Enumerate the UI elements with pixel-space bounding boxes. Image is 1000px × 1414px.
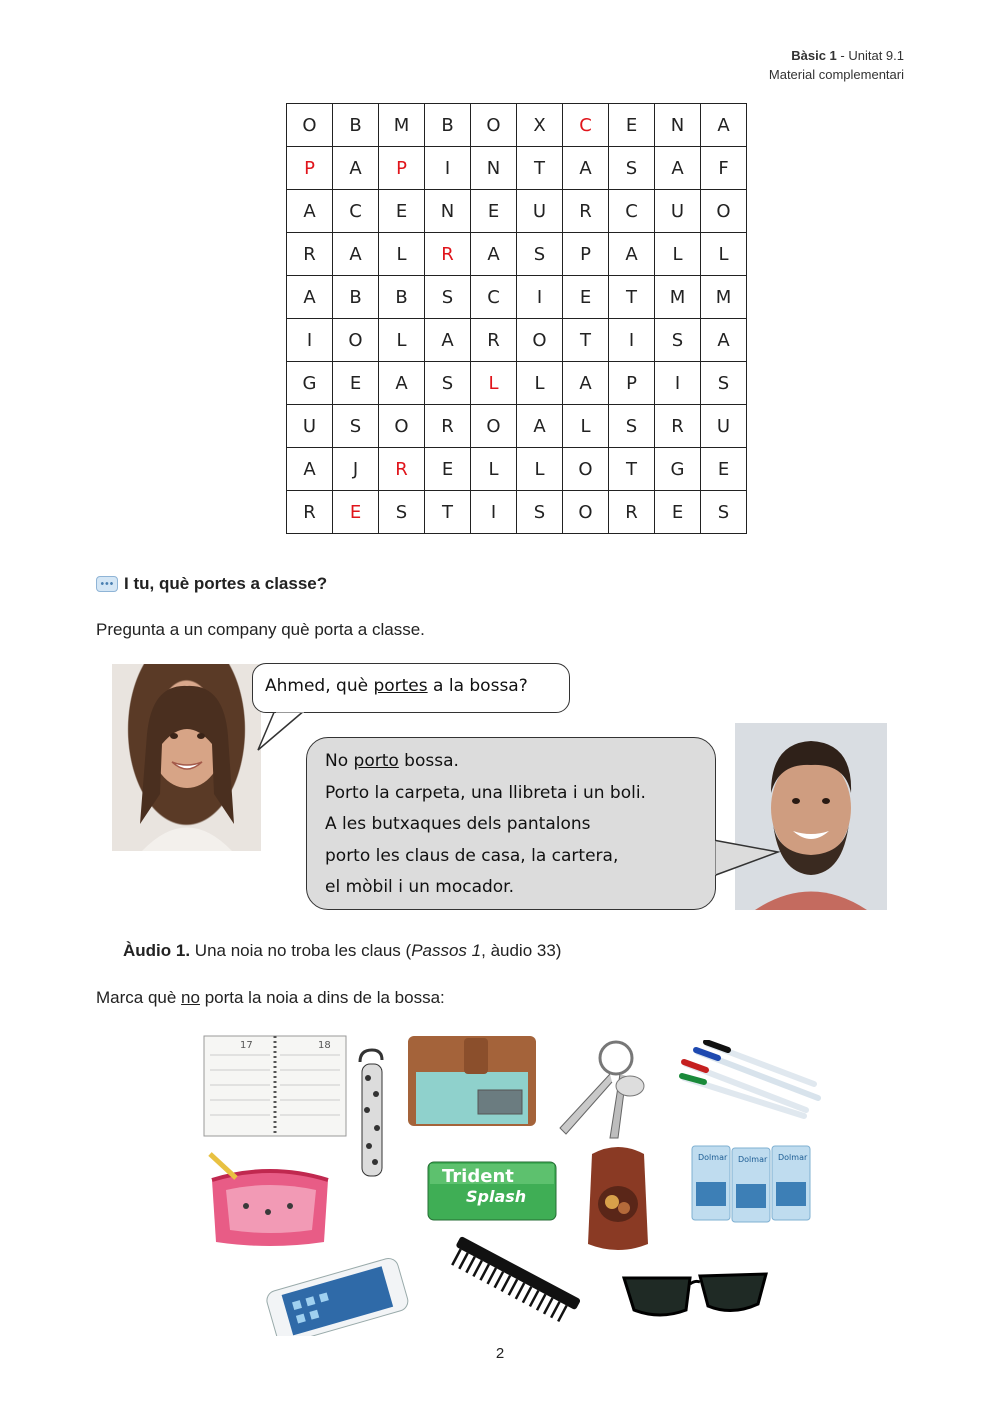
svg-text:18: 18 [318, 1040, 331, 1051]
grid-cell[interactable]: I [517, 276, 563, 319]
grid-cell[interactable]: E [701, 448, 747, 491]
svg-text:Splash: Splash [466, 1187, 527, 1206]
comb-image[interactable] [444, 1236, 584, 1326]
grid-cell[interactable]: P [609, 362, 655, 405]
tissues-image[interactable] [690, 1142, 814, 1224]
svg-text:Trident: Trident [442, 1166, 514, 1187]
grid-cell[interactable]: O [701, 190, 747, 233]
wallet-image[interactable] [404, 1032, 540, 1132]
grid-cell[interactable]: R [425, 405, 471, 448]
grid-cell[interactable]: E [333, 362, 379, 405]
grid-cell[interactable]: R [563, 190, 609, 233]
sunglasses-image[interactable] [620, 1266, 770, 1322]
grid-cell[interactable]: P [563, 233, 609, 276]
grid-cell[interactable]: S [425, 362, 471, 405]
page-number: 2 [495, 1345, 505, 1362]
grid-cell[interactable]: T [563, 319, 609, 362]
svg-text:Dolmar: Dolmar [698, 1153, 728, 1162]
grid-cell[interactable]: E [471, 190, 517, 233]
grid-cell[interactable]: G [655, 448, 701, 491]
grid-cell[interactable]: M [655, 276, 701, 319]
svg-text:Dolmar: Dolmar [738, 1155, 768, 1164]
grid-cell[interactable]: I [655, 362, 701, 405]
grid-cell[interactable]: O [287, 104, 333, 147]
grid-cell[interactable]: U [517, 190, 563, 233]
grid-cell[interactable]: O [563, 491, 609, 534]
section-title-text: I tu, què portes a classe? [124, 574, 328, 593]
grid-cell[interactable]: S [379, 491, 425, 534]
svg-text:17: 17 [240, 1040, 253, 1051]
keys-image[interactable] [550, 1038, 660, 1140]
grid-cell[interactable]: G [287, 362, 333, 405]
grid-cell[interactable]: A [563, 362, 609, 405]
grid-cell[interactable]: O [517, 319, 563, 362]
grid-cell[interactable]: A [287, 276, 333, 319]
coin-purse-image[interactable] [582, 1140, 654, 1256]
grid-cell[interactable]: L [379, 319, 425, 362]
grid-cell[interactable]: E [333, 491, 379, 534]
grid-cell[interactable]: L [563, 405, 609, 448]
grid-cell[interactable]: R [425, 233, 471, 276]
grid-cell[interactable]: F [701, 147, 747, 190]
grid-cell[interactable]: S [701, 491, 747, 534]
grid-cell[interactable]: A [471, 233, 517, 276]
course-name: Bàsic 1 [791, 48, 837, 63]
grid-cell[interactable]: U [287, 405, 333, 448]
grid-cell[interactable]: E [563, 276, 609, 319]
grid-cell[interactable]: E [655, 491, 701, 534]
grid-cell[interactable]: R [471, 319, 517, 362]
grid-cell[interactable]: A [287, 448, 333, 491]
grid-cell[interactable]: I [287, 319, 333, 362]
grid-cell[interactable]: S [701, 362, 747, 405]
grid-cell[interactable]: N [425, 190, 471, 233]
grid-cell[interactable]: I [471, 491, 517, 534]
grid-cell[interactable]: M [379, 104, 425, 147]
grid-cell[interactable]: O [471, 104, 517, 147]
grid-cell[interactable]: S [517, 233, 563, 276]
grid-cell[interactable]: C [563, 104, 609, 147]
grid-cell[interactable]: A [563, 147, 609, 190]
grid-cell[interactable]: R [609, 491, 655, 534]
grid-cell[interactable]: R [655, 405, 701, 448]
grid-cell[interactable]: U [701, 405, 747, 448]
grid-cell[interactable]: A [701, 319, 747, 362]
grid-cell[interactable]: P [379, 147, 425, 190]
grid-cell[interactable]: L [379, 233, 425, 276]
pencil-case-image[interactable] [206, 1150, 336, 1250]
audio-exercise-title: Àudio 1. Una noia no troba les claus (Passos 1, àudio 33) [123, 941, 562, 960]
grid-cell[interactable]: A [287, 190, 333, 233]
grid-cell[interactable]: O [471, 405, 517, 448]
grid-cell[interactable]: J [333, 448, 379, 491]
grid-cell[interactable]: O [379, 405, 425, 448]
grid-cell[interactable]: T [517, 147, 563, 190]
grid-cell[interactable]: S [333, 405, 379, 448]
grid-cell[interactable]: C [333, 190, 379, 233]
answer-text: No porto bossa. Porto la carpeta, una llibreta i un boli. A les butxaques dels pantalons porto les claus de casa, la cartera, el mòbil i un mocador. [325, 751, 646, 897]
question-text: Ahmed, què portes a la bossa? [265, 676, 528, 696]
chewing-gum-image[interactable] [426, 1158, 560, 1224]
grid-cell[interactable]: S [517, 491, 563, 534]
grid-cell[interactable]: L [471, 448, 517, 491]
agenda-image[interactable] [200, 1030, 350, 1140]
grid-cell[interactable]: B [333, 276, 379, 319]
grid-cell[interactable]: L [701, 233, 747, 276]
grid-cell[interactable]: S [609, 147, 655, 190]
grid-cell[interactable]: A [379, 362, 425, 405]
grid-cell[interactable]: T [609, 276, 655, 319]
grid-cell[interactable]: L [517, 362, 563, 405]
grid-cell[interactable]: A [333, 147, 379, 190]
grid-cell[interactable]: A [701, 104, 747, 147]
grid-cell[interactable]: B [425, 104, 471, 147]
grid-cell[interactable]: O [333, 319, 379, 362]
grid-cell[interactable]: O [563, 448, 609, 491]
grid-cell[interactable]: A [425, 319, 471, 362]
instruction-mark: Marca què no porta la noia a dins de la bossa: [96, 988, 445, 1007]
grid-cell[interactable]: C [471, 276, 517, 319]
grid-cell[interactable]: R [287, 233, 333, 276]
grid-cell[interactable]: L [655, 233, 701, 276]
grid-cell[interactable]: S [655, 319, 701, 362]
grid-cell[interactable]: R [379, 448, 425, 491]
grid-cell[interactable]: C [609, 190, 655, 233]
grid-cell[interactable]: I [425, 147, 471, 190]
grid-cell[interactable]: P [287, 147, 333, 190]
grid-cell[interactable]: E [379, 190, 425, 233]
grid-cell[interactable]: A [609, 233, 655, 276]
grid-cell[interactable]: S [609, 405, 655, 448]
grid-cell[interactable]: I [609, 319, 655, 362]
grid-cell[interactable]: T [609, 448, 655, 491]
grid-cell[interactable]: T [425, 491, 471, 534]
grid-cell[interactable]: B [379, 276, 425, 319]
grid-cell[interactable]: E [425, 448, 471, 491]
pens-image[interactable] [678, 1040, 823, 1122]
svg-text:Dolmar: Dolmar [778, 1153, 808, 1162]
grid-cell[interactable]: L [517, 448, 563, 491]
grid-cell[interactable]: X [517, 104, 563, 147]
header-subtitle: Material complementari [768, 67, 904, 82]
grid-cell[interactable]: M [701, 276, 747, 319]
grid-cell[interactable]: B [333, 104, 379, 147]
grid-cell[interactable]: R [287, 491, 333, 534]
grid-cell[interactable]: S [425, 276, 471, 319]
unit-label: - Unitat 9.1 [836, 48, 904, 63]
grid-cell[interactable]: E [609, 104, 655, 147]
grid-cell[interactable]: A [333, 233, 379, 276]
grid-cell[interactable]: N [471, 147, 517, 190]
umbrella-image[interactable] [352, 1048, 392, 1180]
grid-cell[interactable]: A [655, 147, 701, 190]
instruction-ask-partner: Pregunta a un company què porta a classe. [96, 620, 425, 639]
grid-cell[interactable]: L [471, 362, 517, 405]
grid-cell[interactable]: N [655, 104, 701, 147]
mobile-phone-image[interactable] [262, 1256, 410, 1336]
grid-cell[interactable]: U [655, 190, 701, 233]
grid-cell[interactable]: A [517, 405, 563, 448]
